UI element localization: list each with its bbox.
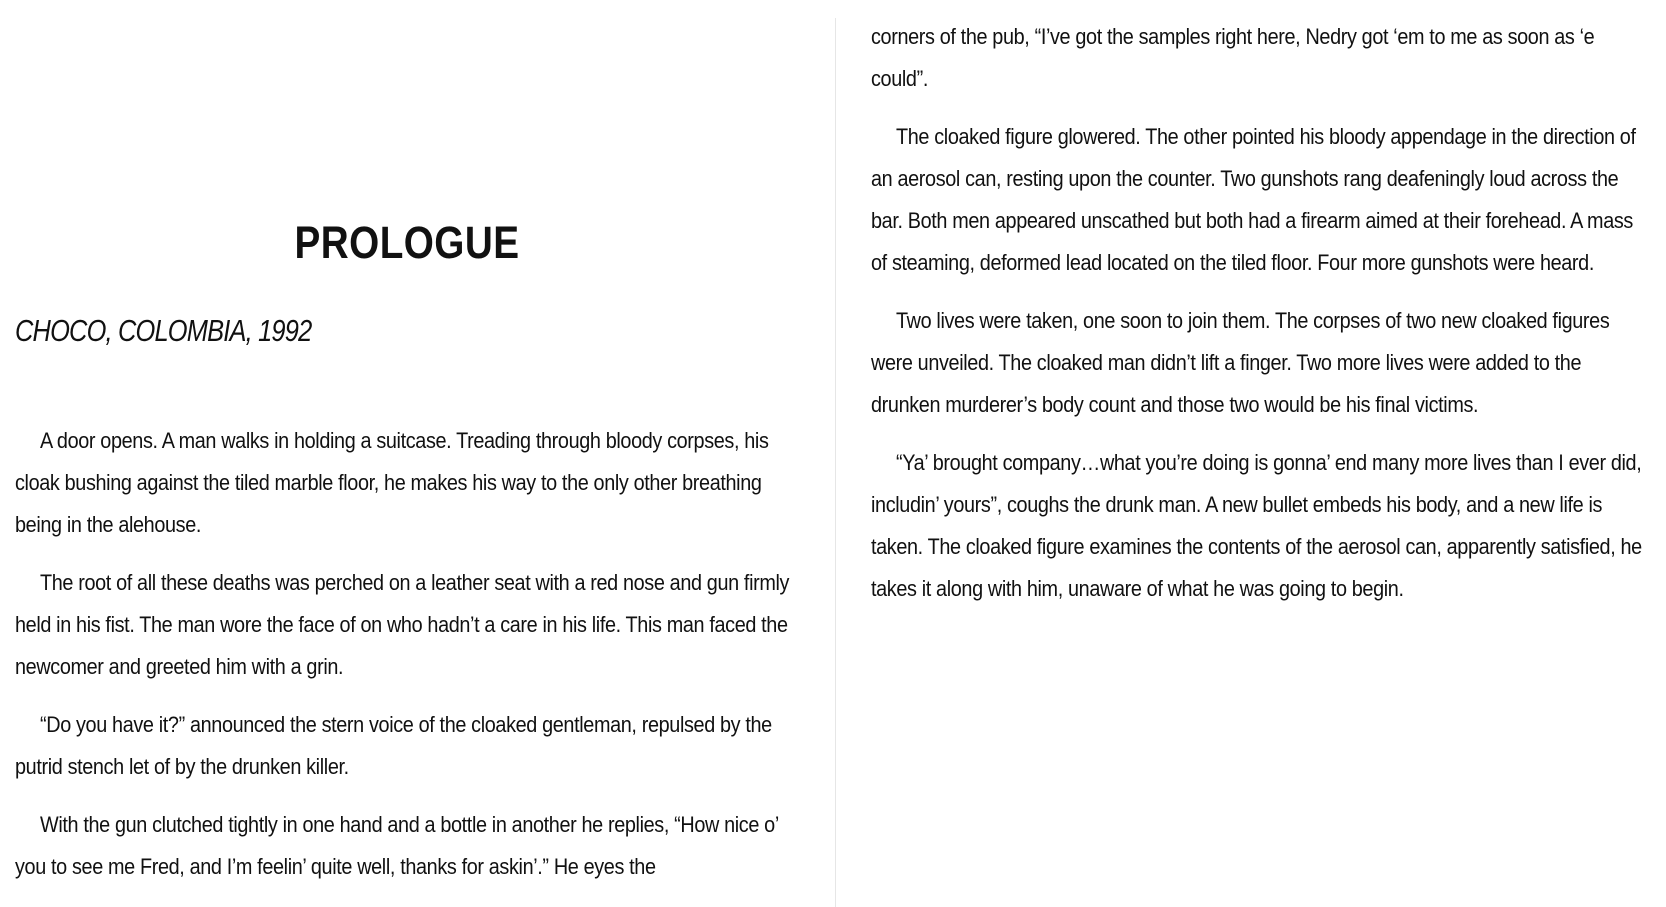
paragraph: The root of all these deaths was perched on a leather seat with a red nose and gun firmly held in his fist. The man wore the face of on who hadn’t a care in his life. This man faced the newcomer and greeted him with a grin. (15, 570, 790, 679)
paragraph: With the gun clutched tightly in one hand and a bottle in another he replies, “How nice o’ you to see me Fred, and I’m feelin’ quite well, thanks for askin’.” He eyes the (15, 812, 779, 879)
paragraph: “Do you have it?” announced the stern voice of the cloaked gentleman, repulsed by the putrid stench let of by the drunken killer. (15, 712, 772, 779)
paragraph: “Ya’ brought company…what you’re doing is gonna’ end many more lives than I ever did, includin’ yours”, coughs the drunk man. A new bullet embeds his body, and a new life is taken. The cloaked figure examines the contents of the aerosol can, apparently satisfied, he takes it along with him, unaware of what he was going to begin. (871, 450, 1642, 601)
paragraph: A door opens. A man walks in holding a suitcase. Treading through bloody corpses, his cloak bushing against the tiled marble floor, he makes his way to the only other breathing being in the alehouse. (15, 428, 769, 537)
paragraph-continued: corners of the pub, “I’ve got the samples right here, Nedry got ‘em to me as soon as ‘e could”. (871, 24, 1595, 91)
chapter-title: PROLOGUE (294, 217, 520, 268)
place-date-heading: CHOCO, COLOMBIA, 1992 (15, 313, 312, 348)
paragraph: Two lives were taken, one soon to join them. The corpses of two new cloaked figures were unveiled. The cloaked man didn’t lift a finger. Two more lives were added to the drunken murderer’s body count and those two would be his final victims. (871, 308, 1610, 417)
paragraph: The cloaked figure glowered. The other pointed his bloody appendage in the direction of an aerosol can, resting upon the counter. Two gunshots rang deafeningly loud across the bar. Both men appeared unscathed but both had a firearm aimed at their forehead. A mass of steaming, deformed lead located on the tiled floor. Four more gunshots were heard. (871, 124, 1636, 275)
left-page-body (15, 420, 799, 904)
right-page-body (871, 16, 1653, 626)
